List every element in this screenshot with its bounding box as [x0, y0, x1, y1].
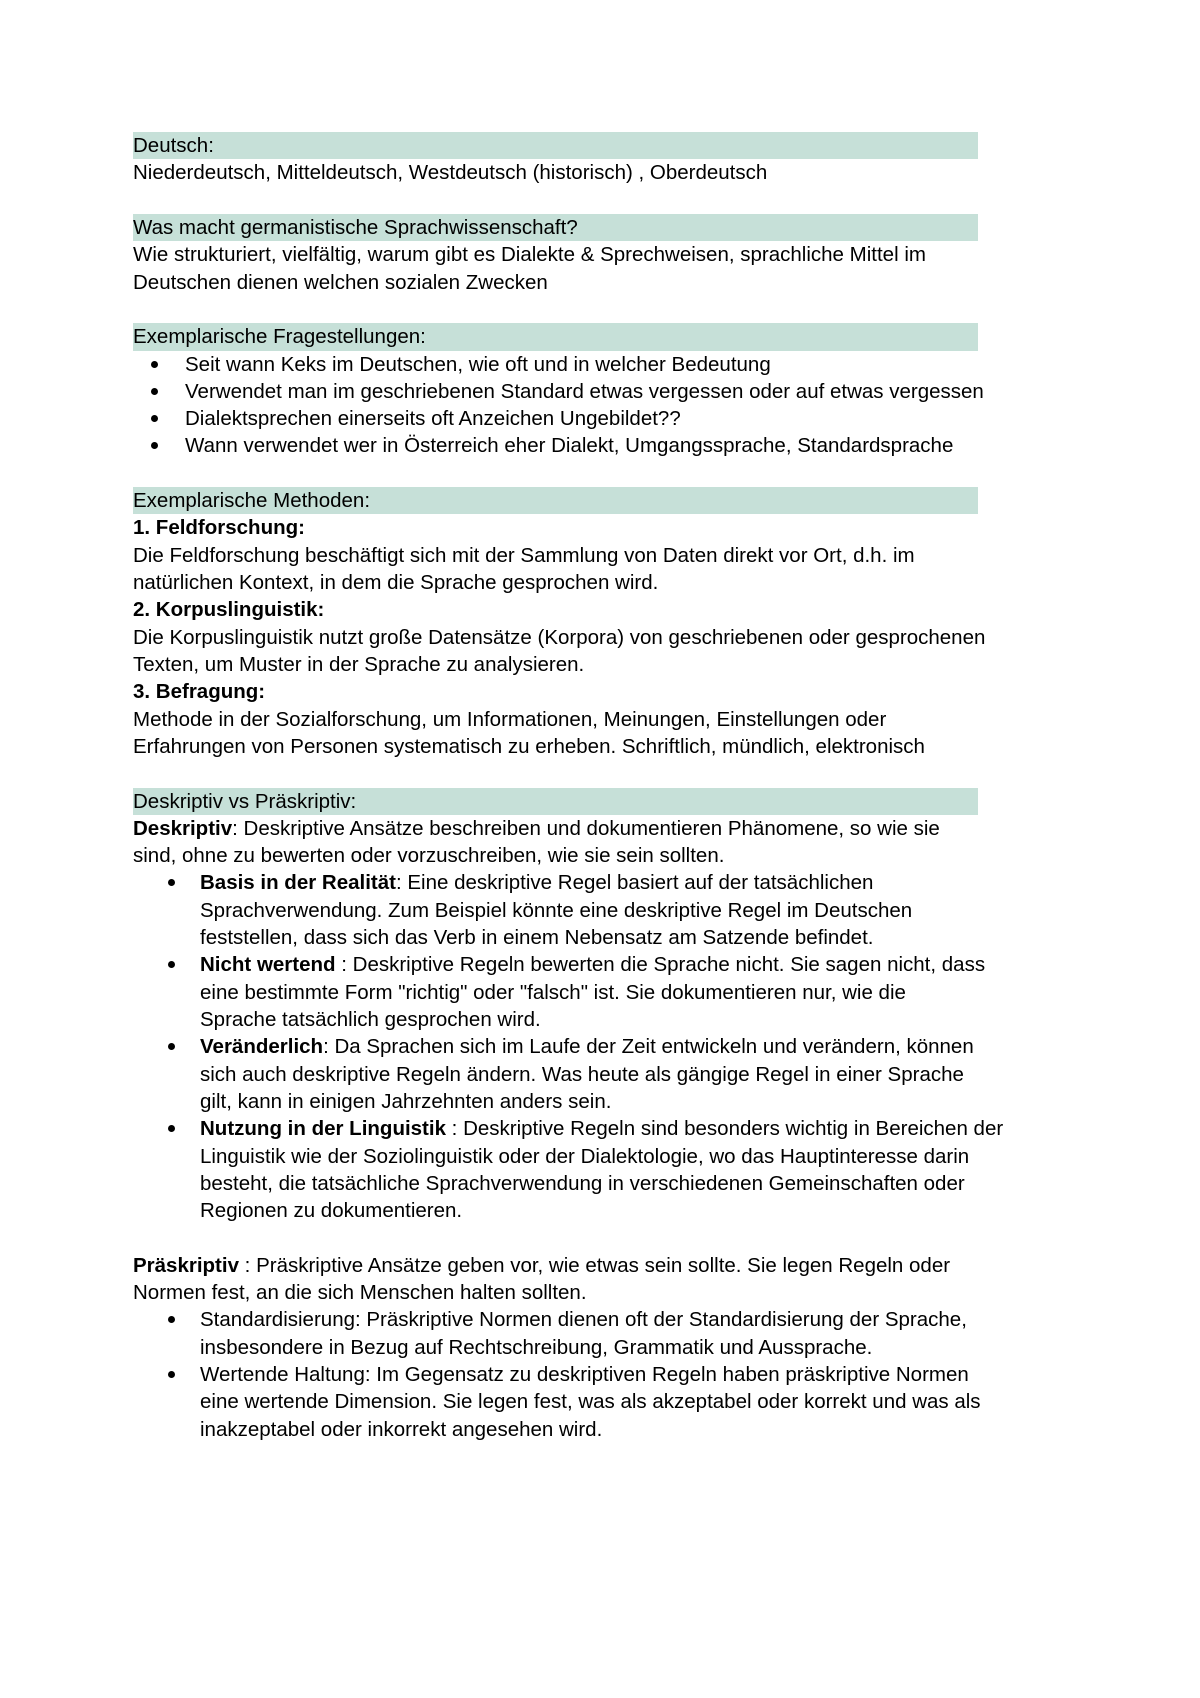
bullet-icon: [168, 1316, 175, 1323]
term-label: Nicht wertend: [200, 953, 336, 977]
blank-line: [133, 1225, 978, 1252]
term-label: Nutzung in der Linguistik: [200, 1117, 446, 1141]
list-item-line: inakzeptabel oder inkorrekt angesehen wird.: [200, 1417, 603, 1441]
paragraph-line: Methode in der Sozialforschung, um Informationen, Meinungen, Einstellungen oder: [133, 707, 887, 731]
paragraph-line: Texten, um Muster in der Sprache zu analysieren.: [133, 652, 585, 676]
paragraph-line: Deutschen dienen welchen sozialen Zwecken: [133, 270, 548, 294]
bullet-icon: [151, 388, 158, 395]
term-label: Deskriptiv: [133, 816, 233, 840]
blank-line: [133, 187, 978, 214]
blank-line: [133, 760, 978, 787]
method-korpuslinguistik: [133, 596, 986, 678]
section-heading: Deskriptiv vs Präskriptiv:: [133, 788, 978, 815]
method-title: 1. Feldforschung:: [133, 516, 305, 540]
list-item: [133, 351, 978, 378]
list-item-line: [133, 1306, 978, 1333]
method-feldforschung: [133, 514, 978, 596]
list-item: [133, 378, 984, 405]
list-item: [133, 869, 978, 951]
list-item: [133, 1033, 978, 1115]
term-label: Basis in der Realität: [200, 871, 396, 895]
section-heading: Exemplarische Fragestellungen:: [133, 323, 978, 350]
list-item-text: : Deskriptive Regeln bewerten die Sprache nicht. Sie sagen nicht, dass: [335, 953, 986, 977]
paragraph-line: Die Korpuslinguistik nutzt große Datensätze (Korpora) von geschriebenen oder gesprochenen: [133, 625, 986, 649]
list-item-line: [133, 1115, 1004, 1142]
list-item-line: [133, 1033, 978, 1060]
list-item-line: Regionen zu dokumentieren.: [200, 1199, 463, 1223]
blank-line: [133, 460, 978, 487]
section-heading: Was macht germanistische Sprachwissenschaft?: [133, 214, 978, 241]
method-title: 3. Befragung:: [133, 680, 266, 704]
term-text: : Deskriptive Ansätze beschreiben und dokumentieren Phänomene, so wie sie: [232, 816, 940, 840]
list-item-line: besteht, die tatsächliche Sprachverwendung in verschiedenen Gemeinschaften oder: [200, 1171, 965, 1195]
list-item-line: gilt, kann in einigen Jahrzehnten anders sein.: [200, 1089, 612, 1113]
list-item: [133, 432, 978, 459]
list-item-line: eine wertende Dimension. Sie legen fest, was als akzeptabel oder korrekt und was als: [200, 1390, 981, 1414]
list-item: [133, 1361, 981, 1443]
section-deskriptiv-praeskriptiv: [133, 788, 1004, 1444]
list-item-line: [133, 1361, 978, 1388]
list-item-line: [133, 869, 978, 896]
list-item-line: insbesondere in Bezug auf Rechtschreibung, Grammatik und Aussprache.: [200, 1335, 873, 1359]
list-item-text: : Da Sprachen sich im Laufe der Zeit entwickeln und verändern, können: [323, 1035, 974, 1059]
list-item-line: feststellen, dass sich das Verb in einem Nebensatz am Satzende befindet.: [200, 926, 874, 950]
paragraph-line: Normen fest, an die sich Menschen halten sollten.: [133, 1281, 587, 1305]
section-heading: Exemplarische Methoden:: [133, 487, 978, 514]
list-item-line: Linguistik wie der Soziolinguistik oder der Dialektologie, wo das Hauptinteresse darin: [200, 1144, 970, 1168]
list-item-text: Wann verwendet wer in Österreich eher Dialekt, Umgangssprache, Standardsprache: [185, 434, 954, 458]
document-body: [133, 132, 1004, 1443]
section-sprachwissenschaft: [133, 214, 978, 296]
paragraph-line: sind, ohne zu bewerten oder vorzuschreiben, wie sie sein sollten.: [133, 844, 725, 868]
term-label: Präskriptiv: [133, 1253, 239, 1277]
list-item-text: : Deskriptive Regeln sind besonders wichtig in Bereichen der: [445, 1117, 1004, 1141]
paragraph-line: Erfahrungen von Personen systematisch zu erheben. Schriftlich, mündlich, elektronisch: [133, 734, 925, 758]
bullet-icon: [168, 879, 175, 886]
section-deutsch: [133, 132, 978, 187]
section-fragestellungen: [133, 323, 984, 460]
list-item: [133, 1115, 1004, 1224]
bullet-icon: [168, 1371, 175, 1378]
bullet-icon: [151, 415, 158, 422]
section-methoden: [133, 487, 986, 760]
section-heading: Deutsch:: [133, 132, 978, 159]
deskriptiv-paragraph: [133, 815, 978, 870]
term-text: : Präskriptive Ansätze geben vor, wie etwas sein sollte. Sie legen Regeln oder: [238, 1253, 951, 1277]
list-item-line: [133, 951, 986, 978]
list-item-line: eine bestimmte Form "richtig" oder "falsch" ist. Sie dokumentieren nur, wie die: [200, 980, 906, 1004]
list-item-text: Verwendet man im geschriebenen Standard etwas vergessen oder auf etwas vergessen: [185, 379, 984, 403]
paragraph-line: natürlichen Kontext, in dem die Sprache gesprochen wird.: [133, 571, 659, 594]
list-item-text: Wertende Haltung: Im Gegensatz zu deskriptiven Regeln haben präskriptive Normen: [200, 1363, 969, 1387]
paragraph-line: [133, 815, 978, 842]
blank-line: [133, 296, 978, 323]
list-item-text: Standardisierung: Präskriptive Normen dienen oft der Standardisierung der Sprache,: [200, 1308, 967, 1332]
paragraph-line: [133, 1252, 978, 1279]
method-befragung: [133, 678, 978, 760]
bullet-icon: [168, 961, 175, 968]
praeskriptiv-paragraph: [133, 1252, 978, 1307]
list-item: [133, 1306, 978, 1361]
term-label: Veränderlich: [200, 1035, 324, 1059]
list-item-text: Dialektsprechen einerseits oft Anzeichen Ungebildet??: [185, 407, 681, 431]
list-item: [133, 951, 986, 1033]
list-item-line: Sprache tatsächlich gesprochen wird.: [200, 1008, 541, 1031]
list-item-text: Seit wann Keks im Deutschen, wie oft und in welcher Bedeutung: [185, 352, 771, 376]
paragraph-line: Die Feldforschung beschäftigt sich mit der Sammlung von Daten direkt vor Ort, d.h. im: [133, 543, 915, 567]
method-title: 2. Korpuslinguistik:: [133, 598, 325, 622]
paragraph-line: Wie strukturiert, vielfältig, warum gibt es Dialekte & Sprechweisen, sprachliche Mittel im: [133, 243, 926, 267]
list-item-text: : Eine deskriptive Regel basiert auf der tatsächlichen: [395, 871, 874, 895]
paragraph-line: Niederdeutsch, Mitteldeutsch, Westdeutsch (historisch) , Oberdeutsch: [133, 161, 768, 185]
list-item-line: Sprachverwendung. Zum Beispiel könnte eine deskriptive Regel im Deutschen: [200, 898, 913, 922]
list-item: [133, 405, 978, 432]
bullet-icon: [151, 442, 158, 449]
bullet-icon: [151, 361, 158, 368]
bullet-icon: [168, 1043, 175, 1050]
bullet-icon: [168, 1125, 175, 1132]
list-item-line: sich auch deskriptive Regeln ändern. Was heute als gängige Regel in einer Sprache: [200, 1062, 964, 1086]
